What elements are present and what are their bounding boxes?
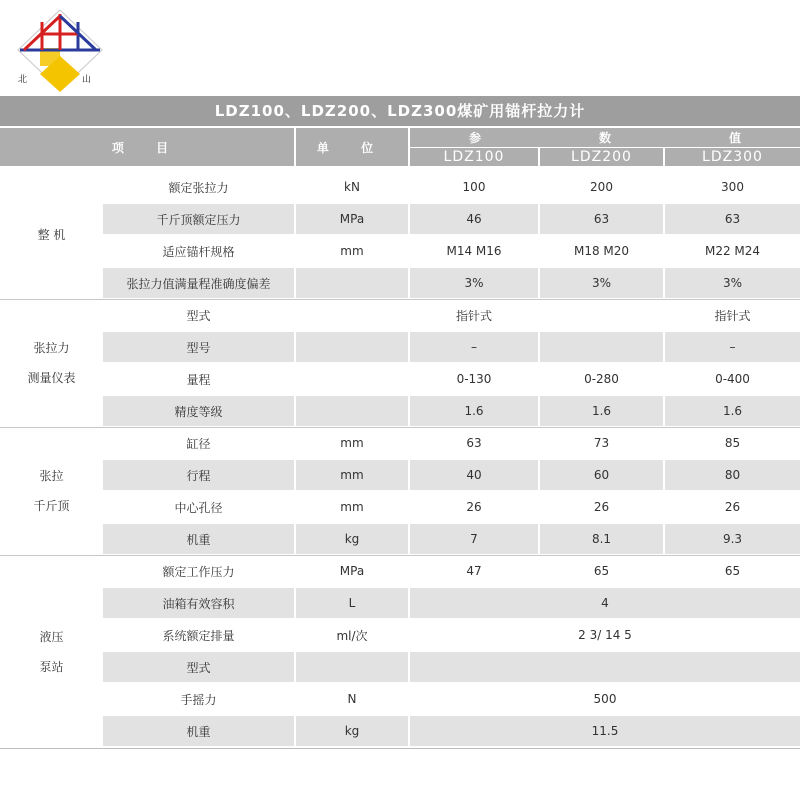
column-divider [663,524,665,554]
row-value-ldz200: 0-280 [584,372,619,386]
column-divider [408,620,410,650]
column-divider [408,588,410,618]
row-item: 行程 [186,468,211,483]
column-divider [538,524,540,554]
row-value-ldz100: 63 [466,436,482,450]
row-unit: L [348,596,356,610]
column-divider [663,268,665,298]
column-divider [294,524,296,554]
row-unit [296,268,408,298]
row-unit: kN [344,180,360,194]
row-value-merged: 500 [593,692,617,706]
column-divider [663,236,665,266]
logo-left-char: 北 [18,75,28,85]
row-value-merged: 2 3/ 14 5 [578,628,632,642]
table-row [103,652,800,682]
column-divider [408,396,410,426]
row-value-ldz100: 3% [464,276,484,290]
header-param [410,128,800,147]
column-divider [408,204,410,234]
row-value-ldz100: – [471,340,477,354]
column-divider [538,204,540,234]
row-value-ldz100: 0-130 [456,372,492,386]
table-row [103,396,800,426]
row-item: 量程 [186,372,211,387]
row-value-ldz100: 100 [462,180,486,194]
table-bottom-border [0,748,800,749]
column-divider [294,332,296,362]
row-value-ldz300: 指针式 [714,308,751,323]
row-value-ldz100: 26 [466,500,482,514]
column-divider [663,204,665,234]
column-divider [663,364,665,394]
row-unit: N [347,692,357,706]
row-value-ldz300: M22 M24 [704,244,761,258]
column-divider [408,492,410,522]
row-value-ldz100: 40 [466,468,482,482]
column-divider [294,236,296,266]
table-row [103,172,800,202]
group-label: 整 机 [37,228,66,242]
row-value-ldz300: 1.6 [722,404,743,418]
column-divider [663,428,665,458]
group-label: 泵站 [39,660,64,674]
column-divider [294,300,296,330]
row-item: 千斤顶额定压力 [156,212,241,227]
table-row [103,428,800,458]
row-item: 缸径 [186,436,211,451]
table-row [103,524,800,554]
column-divider [408,716,410,746]
column-divider [294,588,296,618]
group-divider [0,299,800,300]
row-value-ldz200: 73 [593,436,610,450]
header-param-char: 数 [598,131,611,145]
row-value-ldz300: 85 [724,436,741,450]
column-divider [538,332,540,362]
row-value-ldz300: 63 [724,212,741,226]
row-value-ldz300: 80 [724,468,741,482]
column-divider [294,492,296,522]
column-divider [294,268,296,298]
row-value-merged [410,652,800,682]
row-value-ldz100: 指针式 [455,308,492,323]
column-divider [408,460,410,490]
row-item: 机重 [186,724,211,739]
row-item: 张拉力值满量程准确度偏差 [126,276,271,291]
row-item: 油箱有效容积 [162,596,235,611]
group-label: 液压 [39,630,64,644]
row-item: 型式 [186,660,211,675]
table-row [103,620,800,650]
column-divider [408,556,410,586]
row-unit [296,396,408,426]
row-item: 型式 [186,308,211,323]
row-value-ldz200: 1.6 [591,404,612,418]
row-value-ldz200: 8.1 [591,532,612,546]
table-row [103,236,800,266]
row-value-ldz300: 300 [721,180,744,194]
row-value-ldz100: 46 [466,212,482,226]
table-row [103,204,800,234]
column-divider [663,460,665,490]
row-value-ldz200: 3% [591,276,612,290]
group-label: 张拉 [39,469,64,483]
column-divider [294,652,296,682]
group-divider [0,555,800,556]
column-divider [408,268,410,298]
column-divider [538,172,540,202]
row-item: 型号 [186,340,211,355]
group-jack [0,428,103,554]
row-item: 手摇力 [180,692,217,707]
row-item: 精度等级 [174,404,223,419]
logo-mark-icon [14,8,106,92]
row-value-ldz200: 60 [593,468,610,482]
row-unit: MPa [339,212,365,226]
table-row [103,684,800,714]
column-divider [294,172,296,202]
table-row [103,556,800,586]
column-divider [538,396,540,426]
logo-right-char: 山 [82,75,92,85]
table-row [103,588,800,618]
column-divider [663,556,665,586]
table-row [103,332,800,362]
row-unit: ml/次 [336,628,368,643]
column-divider [663,172,665,202]
header-item: 项 目 [0,128,294,166]
group-whole-machine [0,172,103,298]
row-value-ldz100: M14 M16 [446,244,502,258]
row-unit: kg [344,724,360,738]
column-divider [294,684,296,714]
column-divider [538,492,540,522]
row-unit: kg [344,532,360,546]
column-divider [408,236,410,266]
column-divider [663,396,665,426]
column-divider [538,460,540,490]
row-value-ldz100: 1.6 [464,404,484,418]
column-divider [538,556,540,586]
row-unit: mm [340,436,364,450]
row-value-ldz200: M18 M20 [573,244,630,258]
header-param-char: 参 [468,131,481,145]
row-unit: mm [340,468,364,482]
group-tension-gauge [0,300,103,426]
group-label: 千斤顶 [33,499,70,513]
column-divider [663,492,665,522]
row-item: 机重 [186,532,211,547]
column-divider [408,364,410,394]
row-value-ldz100: 7 [470,532,478,546]
row-value-ldz200: 26 [593,500,610,514]
row-item: 中心孔径 [174,500,223,515]
row-unit: mm [340,500,364,514]
column-divider [294,620,296,650]
column-divider [294,716,296,746]
row-value-ldz200: 200 [590,180,613,194]
row-value-ldz300: 65 [724,564,741,578]
column-divider [408,428,410,458]
row-value-ldz300: 9.3 [722,532,743,546]
table-title: LDZ100、LDZ200、LDZ300煤矿用锚杆拉力计 [0,96,800,126]
group-pump-station [0,556,103,748]
row-value-ldz300: 26 [724,500,741,514]
table-row [103,364,800,394]
group-label: 测量仪表 [27,371,76,385]
table-row [103,460,800,490]
column-divider [538,300,540,330]
row-value-merged: 4 [601,596,609,610]
group-label: 张拉力 [33,341,70,355]
column-divider [663,300,665,330]
row-unit [296,652,408,682]
header-model-ldz100: LDZ100 [410,148,538,166]
column-divider [663,332,665,362]
column-divider [294,428,296,458]
column-divider [294,204,296,234]
column-divider [294,460,296,490]
column-divider [408,332,410,362]
column-divider [408,524,410,554]
column-divider [294,364,296,394]
row-unit [296,300,408,330]
row-value-ldz300: – [729,340,736,354]
row-unit [296,364,408,394]
row-unit [296,332,408,362]
header-model-ldz300: LDZ300 [665,148,800,166]
row-value-ldz200 [540,300,663,330]
row-value-ldz200: 65 [593,564,610,578]
table-row [103,716,800,746]
table-row [103,492,800,522]
row-unit: mm [340,244,364,258]
header-unit: 单 位 [296,128,408,166]
row-item: 适应锚杆规格 [162,244,235,259]
column-divider [408,300,410,330]
group-divider [0,427,800,428]
column-divider [408,172,410,202]
row-value-merged: 11.5 [591,724,619,738]
row-value-ldz300: 3% [722,276,743,290]
header-param-char: 值 [728,131,741,145]
row-value-ldz100: 47 [466,564,482,578]
column-divider [538,268,540,298]
column-divider [408,652,410,682]
header-model-ldz200: LDZ200 [540,148,663,166]
column-divider [538,364,540,394]
column-divider [294,396,296,426]
row-value-ldz300: 0-400 [715,372,750,386]
row-unit: MPa [339,564,365,578]
table-row [103,300,800,330]
table-row [103,268,800,298]
row-value-ldz200 [540,332,663,362]
row-item: 系统额定排量 [162,628,235,643]
row-item: 额定张拉力 [168,180,229,195]
column-divider [408,684,410,714]
row-item: 额定工作压力 [162,564,235,579]
column-divider [294,556,296,586]
row-value-ldz200: 63 [593,212,610,226]
company-logo [14,8,106,92]
column-divider [538,236,540,266]
column-divider [538,428,540,458]
